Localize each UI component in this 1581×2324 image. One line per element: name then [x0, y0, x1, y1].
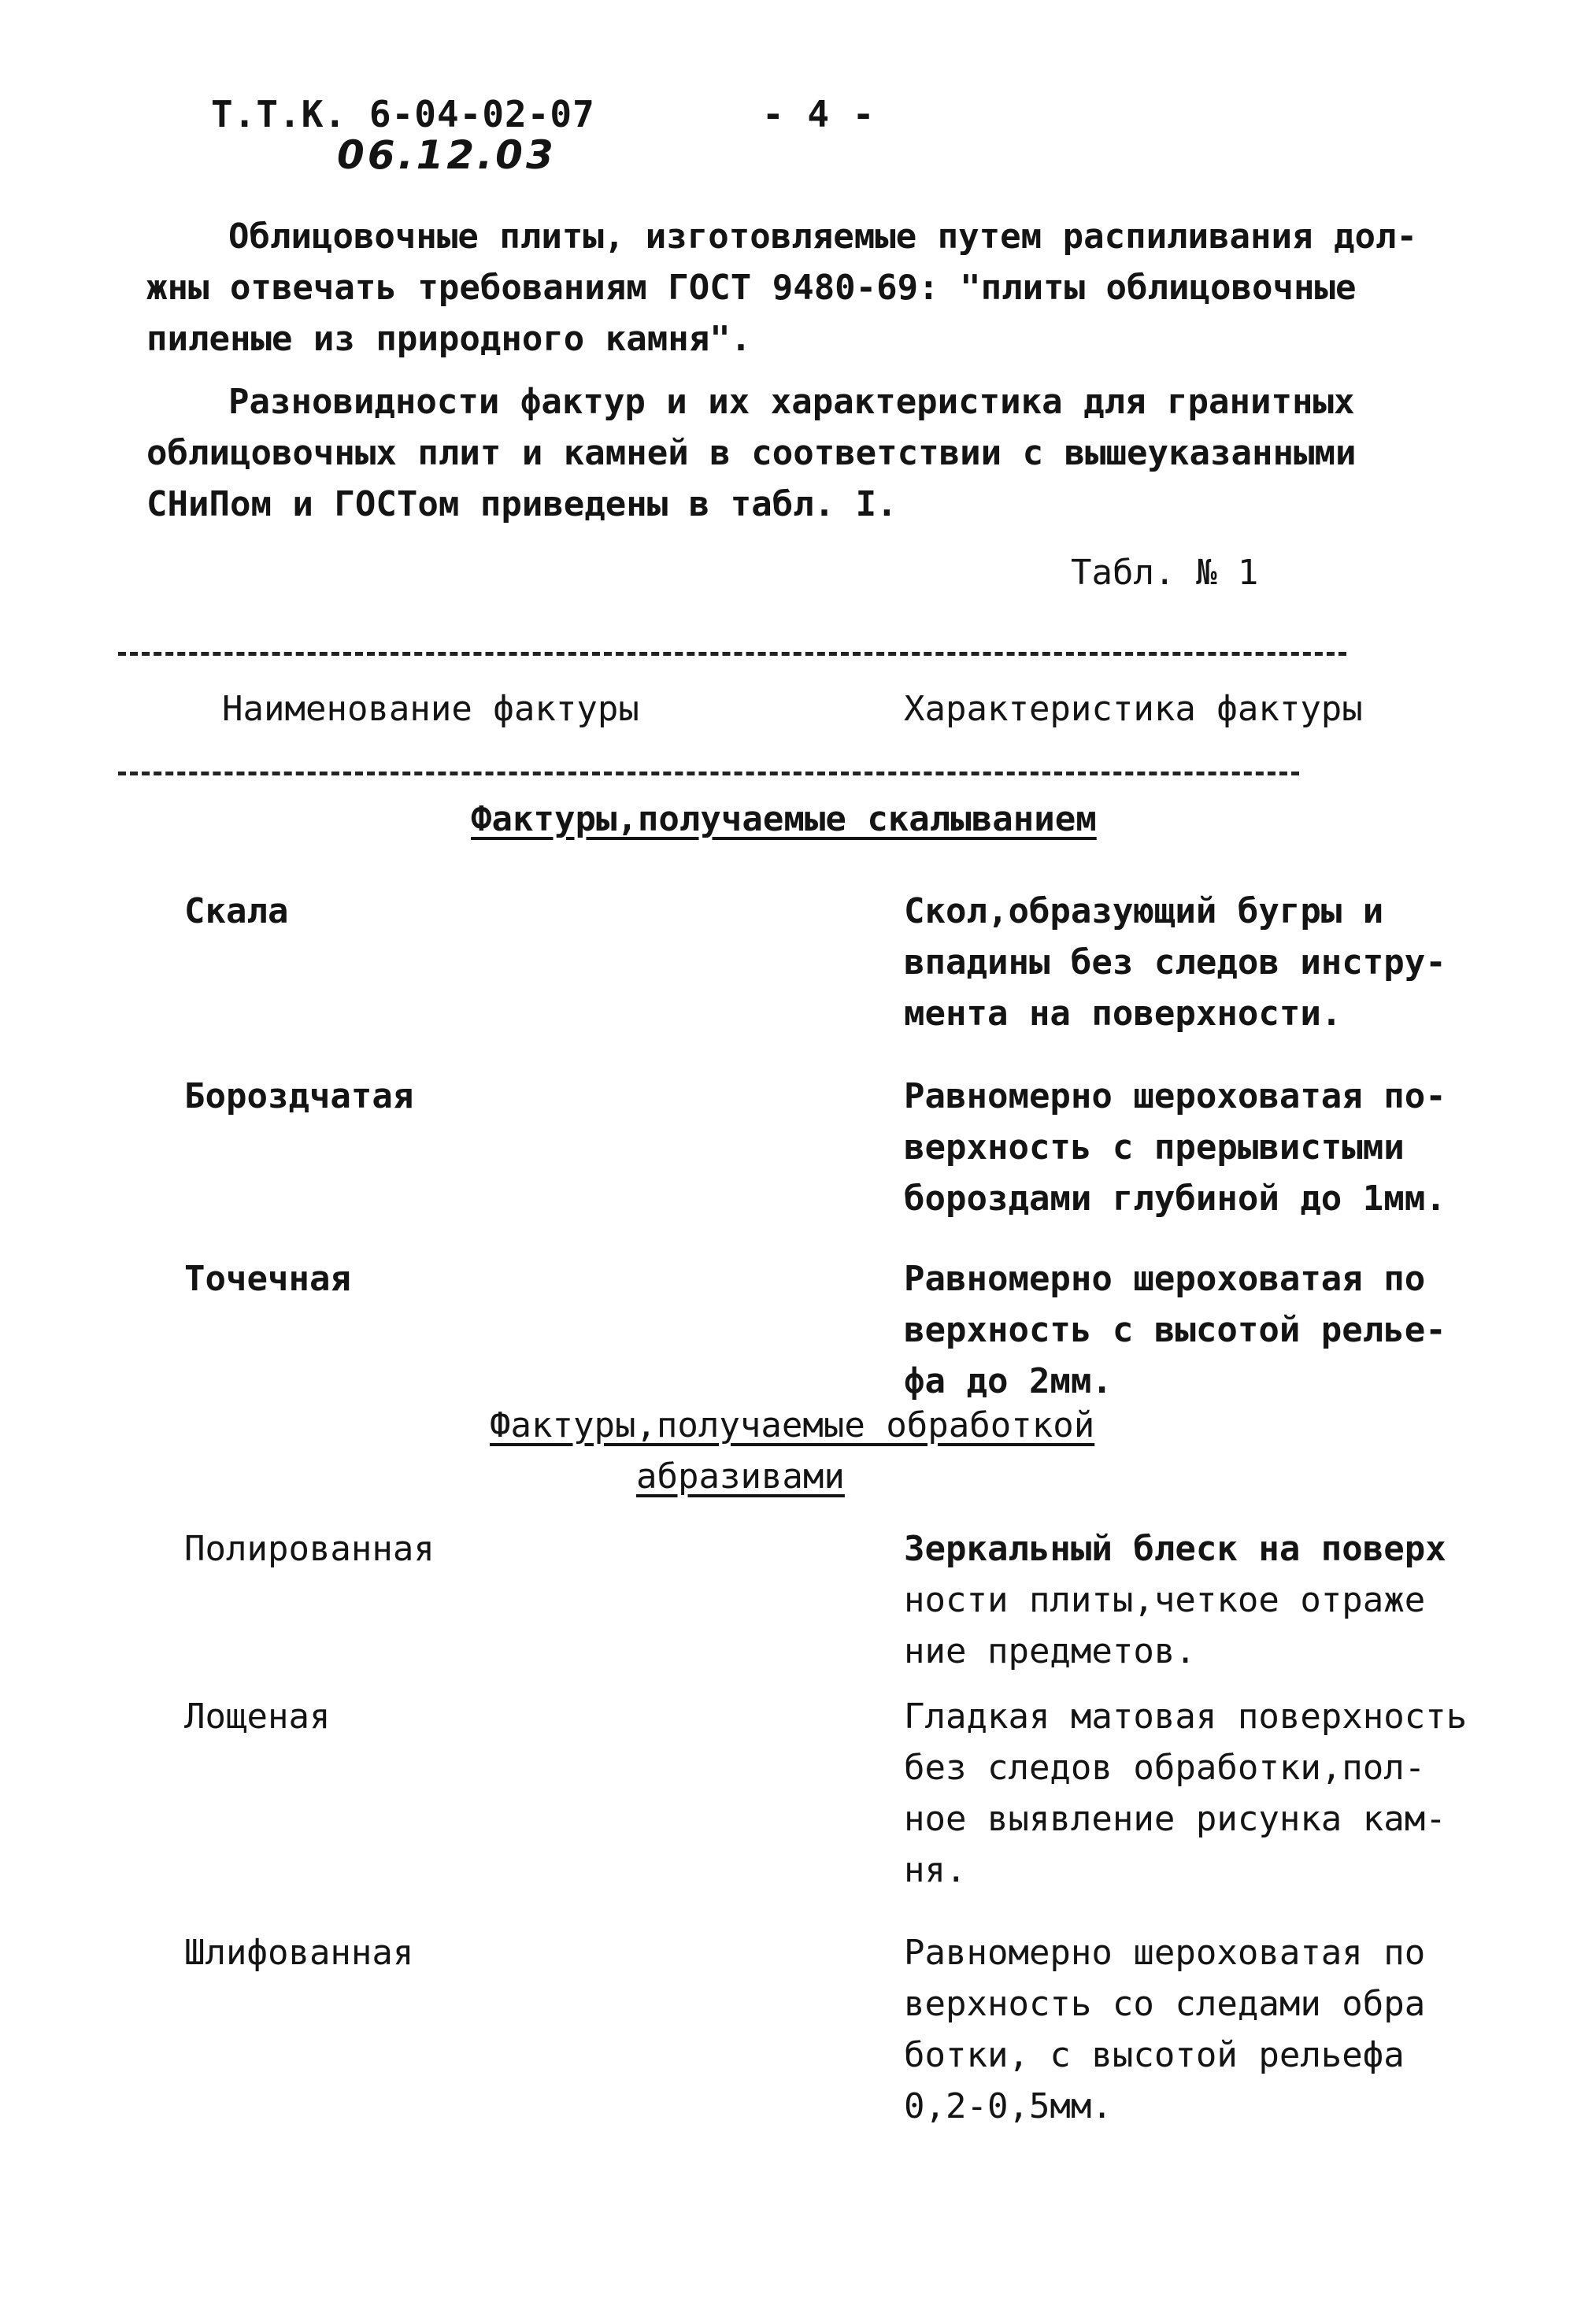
- texture-desc-line: 0,2-0,5мм.: [904, 2086, 1113, 2126]
- intro-para2-line1: Разновидности фактур и их характеристика для гранитных: [228, 382, 1355, 422]
- texture-desc-line: ботки, с высотой рельефа: [904, 2035, 1405, 2075]
- texture-desc-line: Равномерно шероховатая по: [904, 1933, 1426, 1973]
- intro-para1-line1: Облицовочные плиты, изготовляемые путем распиливания дол-: [228, 216, 1417, 257]
- texture-desc-line: ное выявление рисунка кам-: [904, 1799, 1446, 1839]
- page-number: - 4 -: [762, 93, 876, 135]
- intro-para1-line3: пиленые из природного камня".: [146, 319, 752, 359]
- texture-desc-line: верхность со следами обра: [904, 1984, 1426, 2024]
- texture-desc-line: ня.: [904, 1850, 967, 1890]
- section-title-chipping: Фактуры,получаемые скалыванием: [471, 799, 1097, 839]
- texture-desc-line: мента на поверхности.: [904, 994, 1342, 1034]
- column-header-name: Наименование фактуры: [222, 689, 639, 729]
- texture-desc-line: ние предметов.: [904, 1631, 1196, 1671]
- texture-desc-line: Равномерно шероховатая по: [904, 1259, 1426, 1299]
- texture-desc-line: Скол,образующий бугры и: [904, 891, 1384, 931]
- texture-desc-line: Равномерно шероховатая по-: [904, 1076, 1446, 1116]
- handwritten-date: 06.12.03: [337, 132, 557, 178]
- texture-name: Скала: [184, 891, 289, 931]
- texture-desc-line: ности плиты,четкое отраже: [904, 1580, 1426, 1620]
- table-label: Табл. № 1: [1071, 553, 1259, 593]
- column-header-characteristic: Характеристика фактуры: [904, 689, 1363, 729]
- texture-desc-line: верхность с прерывистыми: [904, 1127, 1405, 1168]
- texture-desc-line: фа до 2мм.: [904, 1361, 1113, 1401]
- table-top-rule: [118, 652, 1346, 656]
- texture-name: Лощеная: [184, 1697, 331, 1737]
- texture-desc-line: без следов обработки,пол-: [904, 1748, 1426, 1788]
- document-code: Т.Т.К. 6-04-02-07: [211, 93, 595, 135]
- texture-name: Бороздчатая: [184, 1076, 414, 1116]
- texture-name: Шлифованная: [184, 1933, 414, 1973]
- texture-desc-line: Зеркальный блеск на поверх: [904, 1529, 1446, 1569]
- texture-desc-line: верхность с высотой релье-: [904, 1310, 1446, 1350]
- texture-desc-line: Гладкая матовая поверхность: [904, 1697, 1468, 1737]
- table-header-rule: [118, 772, 1299, 775]
- intro-para2-line2: облицовочных плит и камней в соответствии с вышеуказанными: [146, 433, 1357, 473]
- texture-desc-line: бороздами глубиной до 1мм.: [904, 1179, 1446, 1219]
- section-title-abrasive-line1: Фактуры,получаемые обработкой: [490, 1405, 1095, 1445]
- intro-para2-line3: СНиПом и ГОСТом приведены в табл. I.: [146, 484, 898, 524]
- texture-name: Точечная: [184, 1259, 351, 1299]
- section-title-abrasive-line2: абразивами: [636, 1456, 845, 1497]
- intro-para1-line2: жны отвечать требованиям ГОСТ 9480-69: "плиты облицовочные: [146, 268, 1357, 308]
- texture-desc-line: впадины без следов инстру-: [904, 942, 1446, 983]
- texture-name: Полированная: [184, 1529, 435, 1569]
